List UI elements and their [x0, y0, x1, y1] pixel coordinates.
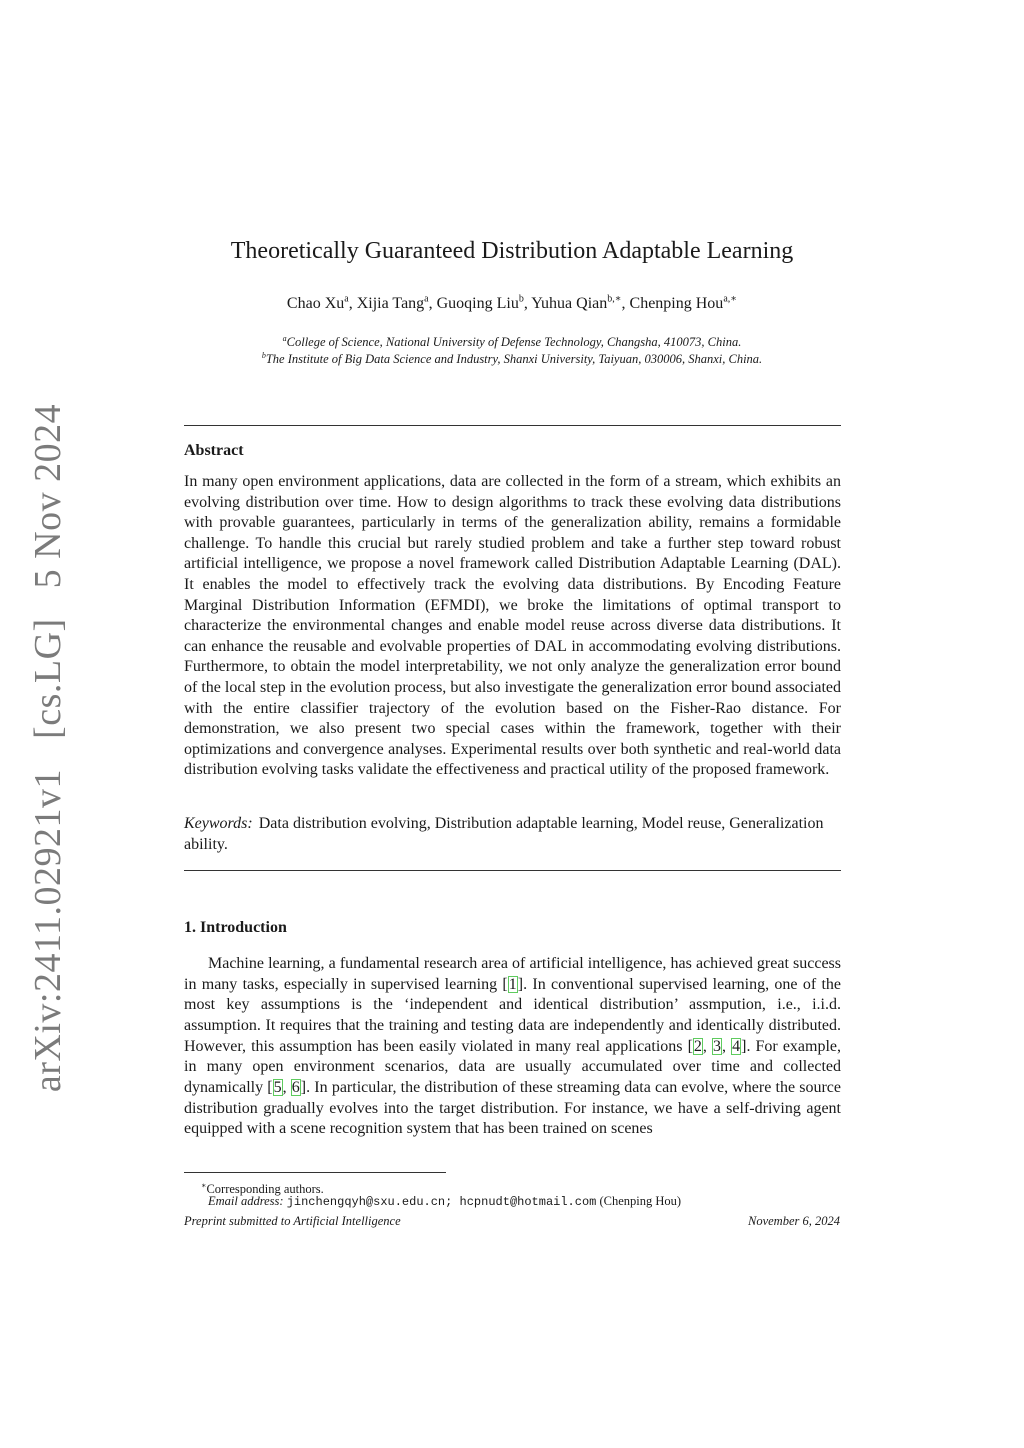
author-name: Yuhua Qian: [531, 295, 608, 312]
keywords-label: Keywords:: [184, 815, 253, 832]
author-affiliation-mark: a,∗: [723, 293, 738, 305]
citation-link[interactable]: 3: [713, 1037, 722, 1055]
arxiv-category: [cs.LG]: [27, 618, 69, 739]
abstract-text: In many open environment applications, data are collected in the form of a stream, which exhibits an evolving distribution over time. How to design algorithms to track these evolving data distributions with provable guarantees, particularly in terms of the generalization ability, remains a formidable challenge. To handle this crucial but rarely studied problem and take a further step toward robust artificial intelligence, we propose a novel framework called Distribution Adaptable Learning (DAL). It enables the model to effectively track the evolving data distributions. By Encoding Feature Marginal Distribution Information (EFMDI), we broke the limitations of optimal transport to characterize the environmental changes and enable model reuse across diverse data distributions. It can enhance the reusable and evolvable properties of DAL in accommodating evolving distributions. Furthermore, to obtain the model interpretability, we not only analyze the generalization error bound of the local step in the evolution process, but also investigate the generalization error bound associated with the entire classifier trajectory of the evolution based on the Fisher-Rao distance. For demonstration, we also present two special cases within the framework, together with their optimizations and convergence analyses. Experimental results over both synthetic and real-world data distribution evolving tasks validate the effectiveness and practical utility of the proposed framework.: [184, 473, 841, 779]
arxiv-side-stamp: [26, 394, 70, 1102]
intro-text: ,: [282, 1078, 291, 1096]
intro-text: ]. In conventional supervised learning, one of the most key assumptions is the ‘independent and identical distribution’ assmpution, i.e., i.i.d. assumption. It requires that the training and testing data are independently and identically distributed. However, this assumption has been easily violated in many real applications [: [184, 975, 841, 1055]
footnote-rule: [184, 1172, 446, 1173]
footer-preprint-note: Preprint submitted to Artificial Intelligence: [184, 1214, 401, 1228]
author: [437, 295, 524, 312]
abstract-top-rule: [184, 425, 841, 426]
citation-link[interactable]: 4: [732, 1037, 741, 1055]
introduction-paragraph: [184, 954, 841, 1140]
footnote-email: [208, 1193, 681, 1210]
section-heading-introduction: 1. Introduction: [184, 919, 287, 936]
author-affiliation-mark: b,∗: [607, 293, 622, 305]
author: [630, 295, 738, 312]
footnote-text: Corresponding authors.: [206, 1182, 324, 1197]
citation-link[interactable]: 2: [693, 1037, 702, 1055]
intro-text: ,: [702, 1037, 713, 1055]
intro-text: Machine learning, a fundamental research area of artificial intelligence, has achieved great success in many tasks, especially in supervised learning [: [184, 955, 841, 993]
affiliation-mark: a: [282, 334, 287, 343]
affiliation-text: College of Science, National University of Defense Technology, Changsha, 410073, China.: [286, 335, 742, 350]
author-name: Xijia Tang: [356, 295, 425, 312]
citation-link[interactable]: 5: [273, 1078, 282, 1096]
author-list: Chao Xu$^a$, Xijia Tang$^a$, Guoqing Liu$^b$, Yuhua Qian$^{b,∗}$, Chenping Hou$^{a,∗}$: [286, 293, 738, 312]
author-name: Guoqing Liu: [436, 295, 519, 312]
citation-link[interactable]: 1: [508, 975, 517, 993]
author-name: Chenping Hou: [629, 295, 724, 312]
author-affiliation-mark: b: [518, 293, 524, 305]
author: [287, 295, 349, 312]
affiliation-b: [184, 348, 840, 367]
arxiv-date: 5 Nov 2024: [27, 403, 69, 589]
footer-date: November 6, 2024: [748, 1214, 840, 1228]
author: [531, 295, 621, 312]
abstract-heading: Abstract: [184, 442, 244, 459]
footnote-mark: ∗: [201, 1181, 207, 1190]
intro-text: ]. In particular, the distribution of these streaming data can evolve, where the source distribution gradually evolves into the target distribution. For instance, we have a self-driving agent equipped with a scene recognition system that has been trained on scenes: [184, 1078, 842, 1138]
email-label: Email address:: [208, 1194, 284, 1208]
email-addresses[interactable]: jinchengqyh@sxu.edu.cn; hcpnudt@hotmail.com: [286, 1195, 597, 1209]
author: [357, 295, 429, 312]
intro-text: ]. For example, in many open environment scenarios, data are usually accumulated over time and collected dynamically [: [184, 1037, 842, 1096]
keywords-text: Data distribution evolving, Distribution adaptable learning, Model reuse, Generalization ability.: [184, 815, 824, 853]
intro-text: ,: [722, 1037, 732, 1055]
author-affiliation-mark: a: [424, 293, 429, 305]
affiliation-mark: b: [261, 351, 266, 360]
arxiv-id[interactable]: arXiv:2411.02921v1: [27, 768, 69, 1093]
affiliation-text: The Institute of Big Data Science and Industry, Shanxi University, Taiyuan, 030006, Shanxi, China.: [265, 352, 763, 367]
keywords: [184, 814, 841, 855]
author-affiliation-mark: a: [344, 293, 349, 305]
abstract-bottom-rule: [184, 870, 841, 871]
email-owner: (Chenping Hou): [599, 1194, 682, 1208]
author-name: Chao Xu: [286, 295, 345, 312]
paper-title: Theoretically Guaranteed Distribution Adaptable Learning: [230, 238, 794, 264]
citation-link[interactable]: 6: [291, 1078, 300, 1096]
